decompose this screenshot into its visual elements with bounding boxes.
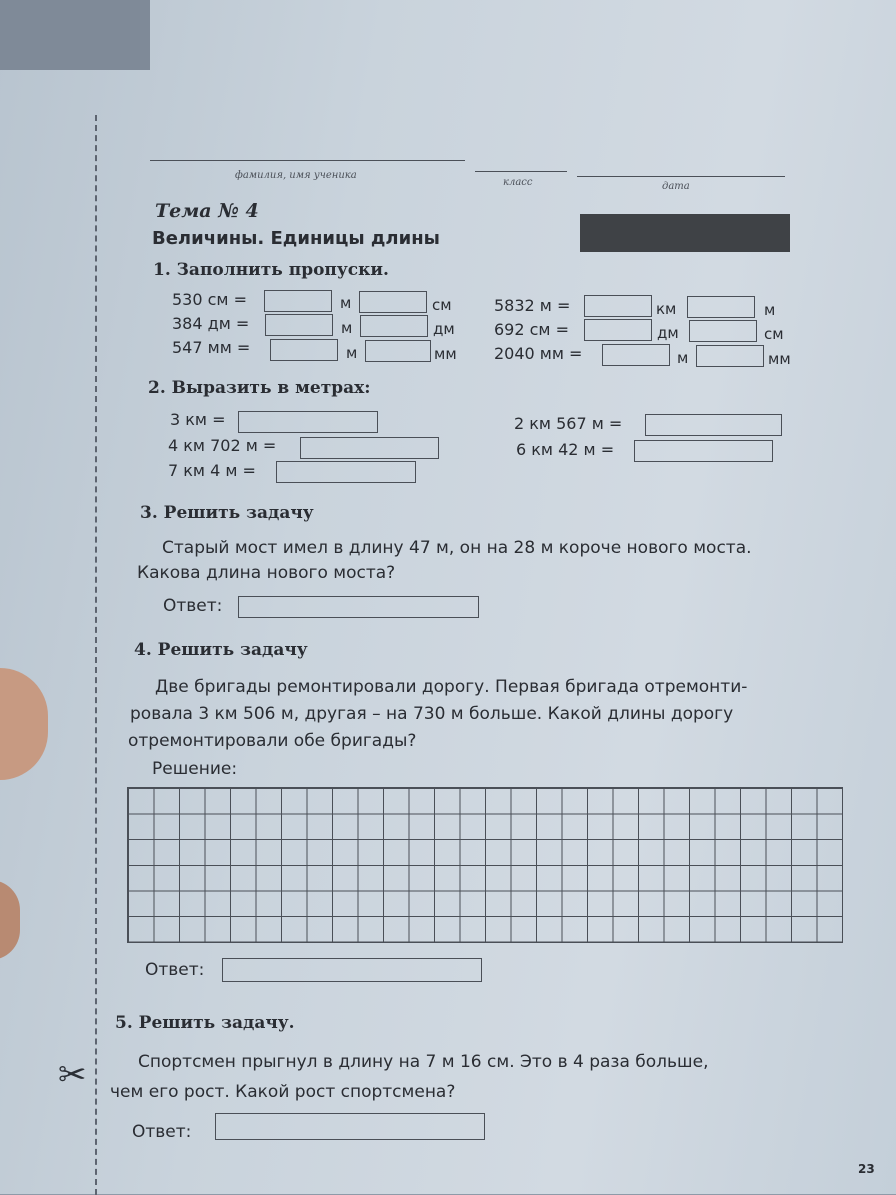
q1-right-box-2a[interactable] (584, 319, 652, 341)
q1-left-expr-2: 384 дм = (172, 314, 250, 333)
q5-text-line-2: чем его рост. Какой рост спортсмена? (110, 1082, 456, 1102)
class-label: класс (503, 177, 533, 188)
q2-heading: 2. Выразить в метрах: (148, 378, 371, 398)
q3-text-line-2: Какова длина нового моста? (137, 563, 396, 583)
q4-text-line-3: отремонтировали обе бригады? (128, 731, 417, 751)
q1-right-box-2b[interactable] (689, 320, 757, 342)
q2-right-box-2[interactable] (634, 440, 773, 462)
q1-left-box-3a[interactable] (270, 339, 338, 361)
q1-left-box-1b[interactable] (359, 291, 427, 313)
scissors-icon: ✂ (58, 1055, 87, 1095)
q1-right-unit-2b: см (764, 325, 784, 343)
q5-text-line-1: Спортсмен прыгнул в длину на 7 м 16 см. Это в 4 раза больше, (138, 1052, 709, 1072)
q3-text-line-1: Старый мост имел в длину 47 м, он на 28 м короче нового моста. (162, 538, 752, 558)
q3-answer-field[interactable] (238, 596, 479, 618)
q1-right-box-3a[interactable] (602, 344, 670, 366)
q1-left-box-1a[interactable] (264, 290, 332, 312)
q2-left-expr-3: 7 км 4 м = (168, 461, 256, 480)
page-number: 23 (858, 1162, 875, 1176)
topic-number: Тема № 4 (155, 200, 259, 222)
q1-right-expr-1: 5832 м = (494, 296, 571, 315)
q1-right-expr-3: 2040 мм = (494, 344, 583, 363)
q1-left-unit-1a: м (340, 294, 352, 312)
q2-right-box-1[interactable] (645, 414, 782, 436)
q1-left-box-3b[interactable] (365, 340, 431, 362)
q5-heading: 5. Решить задачу. (115, 1013, 295, 1033)
q4-answer-label: Ответ: (145, 960, 205, 980)
q2-left-expr-1: 3 км = (170, 410, 226, 429)
q1-right-unit-3a: м (677, 349, 689, 367)
q1-right-expr-2: 692 см = (494, 320, 569, 339)
q2-left-box-1[interactable] (238, 411, 378, 433)
q3-heading: 3. Решить задачу (140, 503, 314, 523)
variant-badge (580, 214, 790, 252)
q5-answer-field[interactable] (215, 1113, 485, 1140)
q1-left-expr-1: 530 см = (172, 290, 247, 309)
q3-answer-label: Ответ: (163, 596, 223, 616)
q4-solution-label: Решение: (152, 759, 238, 779)
q1-left-box-2a[interactable] (265, 314, 333, 336)
q4-text-line-1: Две бригады ремонтировали дорогу. Первая бригада отремонти- (155, 677, 748, 697)
q2-left-expr-2: 4 км 702 м = (168, 436, 277, 455)
class-line[interactable] (475, 171, 567, 172)
q4-heading: 4. Решить задачу (134, 640, 308, 660)
q1-left-box-2b[interactable] (360, 315, 428, 337)
table-surface (0, 0, 150, 70)
q1-right-box-1a[interactable] (584, 295, 652, 317)
q1-left-unit-2b: дм (433, 320, 455, 338)
cut-line (95, 115, 97, 1195)
q4-answer-field[interactable] (222, 958, 482, 982)
q1-left-unit-2a: м (341, 319, 353, 337)
student-name-label: фамилия, имя ученика (235, 170, 357, 181)
q2-right-expr-2: 6 км 42 м = (516, 440, 615, 459)
q2-left-box-3[interactable] (276, 461, 416, 483)
q1-right-box-1b[interactable] (687, 296, 755, 318)
q2-left-box-2[interactable] (300, 437, 439, 459)
q1-left-unit-3a: м (346, 344, 358, 362)
q1-left-unit-1b: см (432, 296, 452, 314)
q5-answer-label: Ответ: (132, 1122, 192, 1142)
q4-text-line-2: ровала 3 км 506 м, другая – на 730 м больше. Какой длины дорогу (130, 704, 734, 724)
q1-right-box-3b[interactable] (696, 345, 764, 367)
date-label: дата (662, 181, 690, 192)
student-name-line[interactable] (150, 160, 465, 161)
q1-left-expr-3: 547 мм = (172, 338, 251, 357)
solution-grid[interactable] (127, 787, 843, 943)
q1-right-unit-1a: км (656, 300, 677, 318)
q2-right-expr-1: 2 км 567 м = (514, 414, 623, 433)
date-line[interactable] (577, 176, 785, 177)
q1-heading: 1. Заполнить пропуски. (153, 260, 389, 280)
q1-left-unit-3b: мм (434, 345, 457, 363)
page-title: Величины. Единицы длины (152, 228, 440, 249)
q1-right-unit-2a: дм (657, 324, 679, 342)
q1-right-unit-1b: м (764, 301, 776, 319)
q1-right-unit-3b: мм (768, 350, 791, 368)
